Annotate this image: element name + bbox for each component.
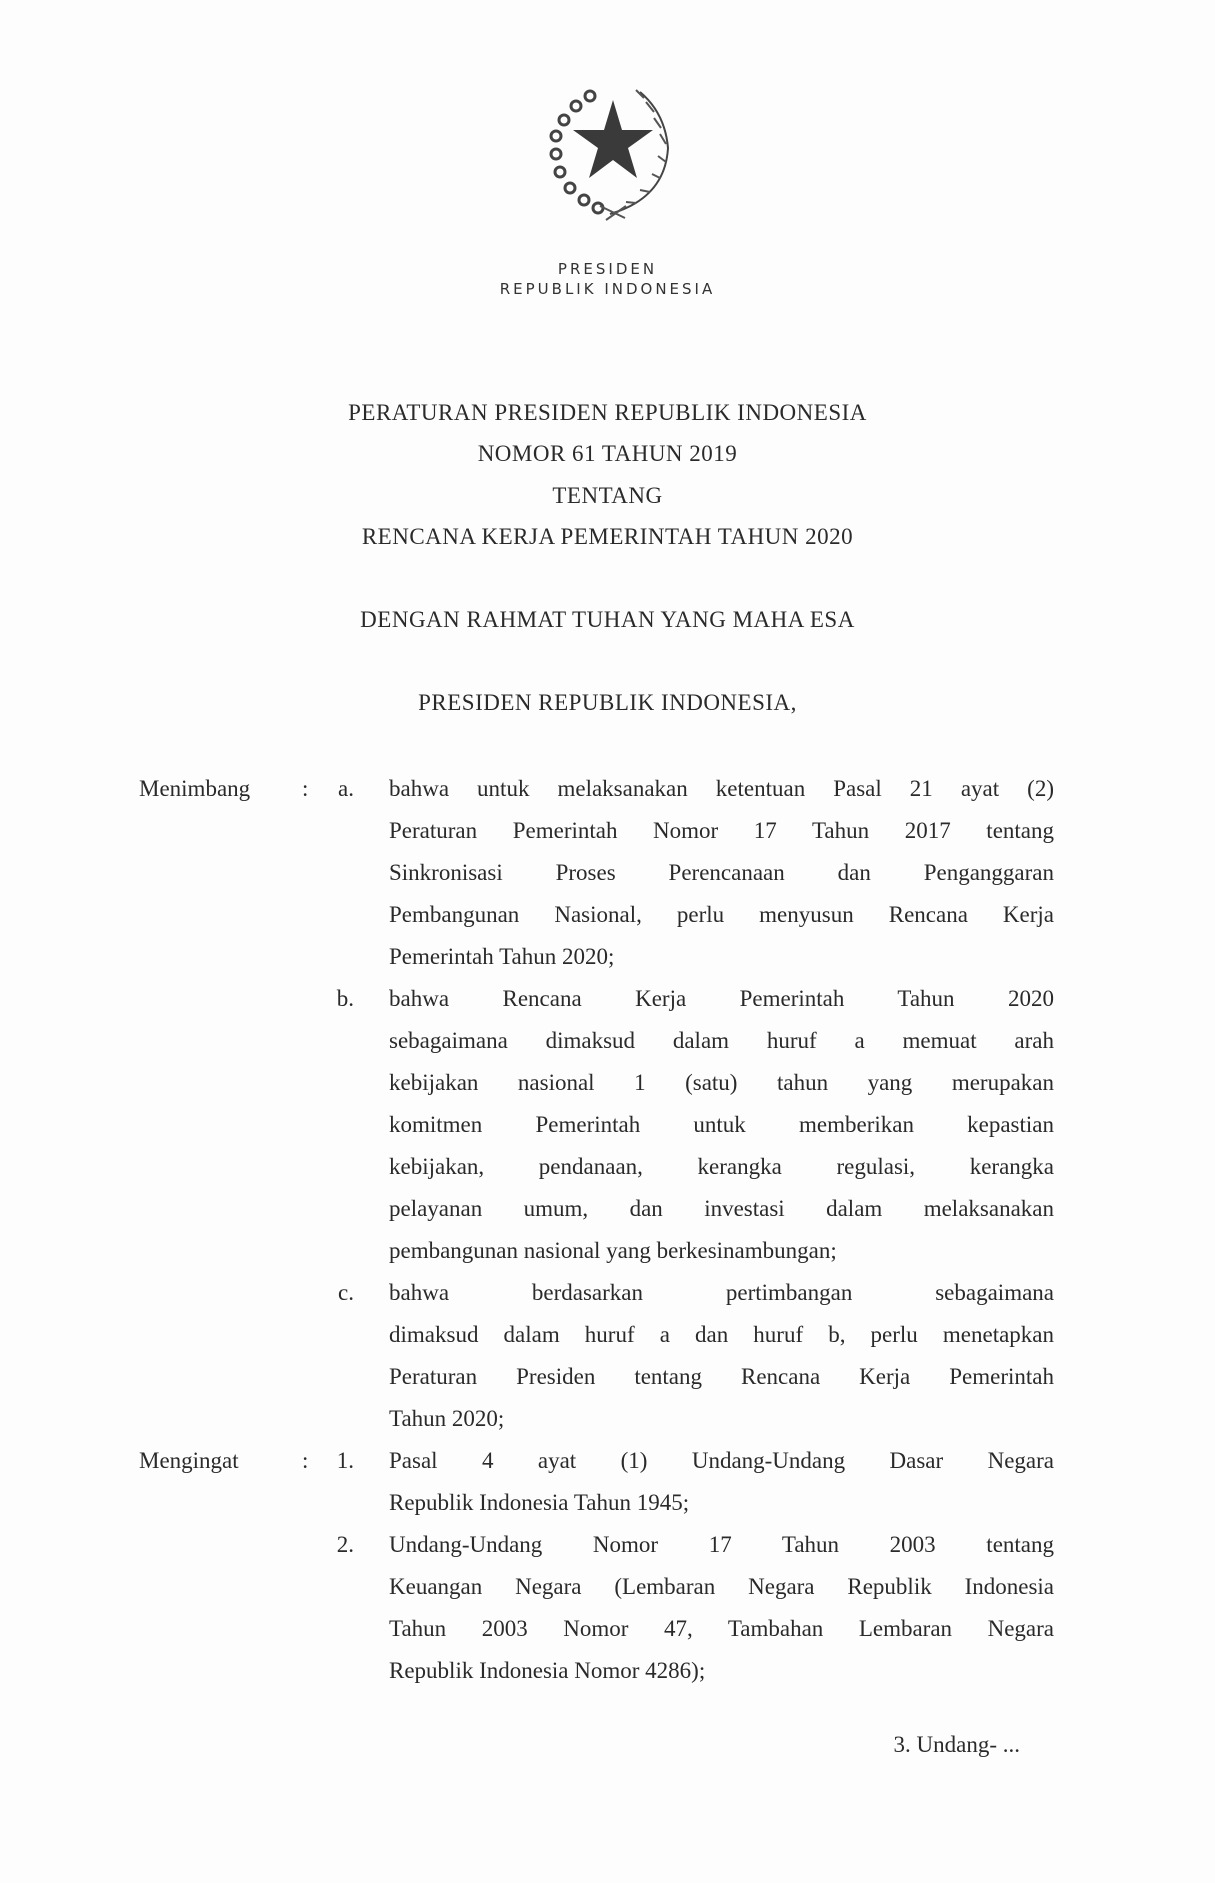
clause-item bbox=[0, 978, 1215, 1272]
text-line: dimaksud dalam huruf a dan huruf b, perlu menetapkan bbox=[389, 1322, 1054, 1347]
item-text bbox=[389, 768, 1054, 978]
regulation-title: PERATURAN PRESIDEN REPUBLIK INDONESIA bbox=[348, 400, 867, 425]
text-line: Peraturan Pemerintah Nomor 17 Tahun 2017 tentang bbox=[389, 818, 1054, 843]
item-marker: a. bbox=[338, 776, 354, 801]
document-body bbox=[0, 768, 1215, 1692]
section-colon: : bbox=[302, 1448, 309, 1473]
text-line: Keuangan Negara (Lembaran Negara Republik Indonesia bbox=[389, 1574, 1054, 1599]
regulation-number: NOMOR 61 TAHUN 2019 bbox=[477, 441, 738, 466]
regulation-subject: RENCANA KERJA PEMERINTAH TAHUN 2020 bbox=[361, 524, 854, 549]
text-line: komitmen Pemerintah untuk memberikan kepastian bbox=[389, 1112, 1054, 1137]
text-line: Republik Indonesia Nomor 4286); bbox=[389, 1658, 706, 1683]
clause-item bbox=[0, 1272, 1215, 1440]
text-line: Undang-Undang Nomor 17 Tahun 2003 tentang bbox=[389, 1532, 1054, 1557]
section-label: Mengingat bbox=[139, 1448, 239, 1473]
item-marker: 1. bbox=[336, 1448, 354, 1473]
continuation-note: 3. Undang- ... bbox=[893, 1732, 1020, 1757]
section-label: Menimbang bbox=[139, 776, 251, 801]
text-line: bahwa berdasarkan pertimbangan sebagaimana bbox=[389, 1280, 1054, 1305]
text-line: Pemerintah Tahun 2020; bbox=[389, 944, 615, 969]
item-marker: 2. bbox=[336, 1532, 354, 1557]
text-line: bahwa Rencana Kerja Pemerintah Tahun 2020 bbox=[389, 986, 1054, 1011]
text-line: sebagaimana dimaksud dalam huruf a memuat arah bbox=[389, 1028, 1054, 1053]
presidential-emblem-icon bbox=[540, 78, 690, 228]
emblem-caption-line2: REPUBLIK INDONESIA bbox=[499, 280, 716, 298]
text-line: Republik Indonesia Tahun 1945; bbox=[389, 1490, 690, 1515]
item-text bbox=[389, 1272, 1054, 1440]
text-line: bahwa untuk melaksanakan ketentuan Pasal 21 ayat (2) bbox=[389, 776, 1054, 801]
text-line: Peraturan Presiden tentang Rencana Kerja Pemerintah bbox=[389, 1364, 1054, 1389]
emblem-caption-line1: PRESIDEN bbox=[557, 260, 658, 278]
clause-item bbox=[0, 1524, 1215, 1692]
item-text bbox=[389, 1440, 1054, 1524]
text-line: kebijakan, pendanaan, kerangka regulasi, kerangka bbox=[389, 1154, 1054, 1179]
text-line: pelayanan umum, dan investasi dalam melaksanakan bbox=[389, 1196, 1054, 1221]
text-line: Tahun 2020; bbox=[389, 1406, 505, 1431]
text-line: Pasal 4 ayat (1) Undang-Undang Dasar Negara bbox=[389, 1448, 1054, 1473]
clause-item bbox=[0, 1440, 1215, 1524]
item-text bbox=[389, 1524, 1054, 1692]
text-line: Tahun 2003 Nomor 47, Tambahan Lembaran Negara bbox=[389, 1616, 1054, 1641]
item-text bbox=[389, 978, 1054, 1272]
clause-item bbox=[0, 768, 1215, 978]
text-line: Pembangunan Nasional, perlu menyusun Rencana Kerja bbox=[389, 902, 1054, 927]
item-marker: b. bbox=[336, 986, 354, 1011]
regulation-about: TENTANG bbox=[552, 483, 663, 508]
item-marker: c. bbox=[338, 1280, 354, 1305]
text-line: pembangunan nasional yang berkesinambungan; bbox=[389, 1238, 837, 1263]
text-line: kebijakan nasional 1 (satu) tahun yang merupakan bbox=[389, 1070, 1054, 1095]
invocation: DENGAN RAHMAT TUHAN YANG MAHA ESA bbox=[360, 607, 855, 632]
section-colon: : bbox=[302, 776, 309, 801]
text-line: Sinkronisasi Proses Perencanaan dan Penganggaran bbox=[389, 860, 1054, 885]
issuer: PRESIDEN REPUBLIK INDONESIA, bbox=[418, 690, 797, 715]
